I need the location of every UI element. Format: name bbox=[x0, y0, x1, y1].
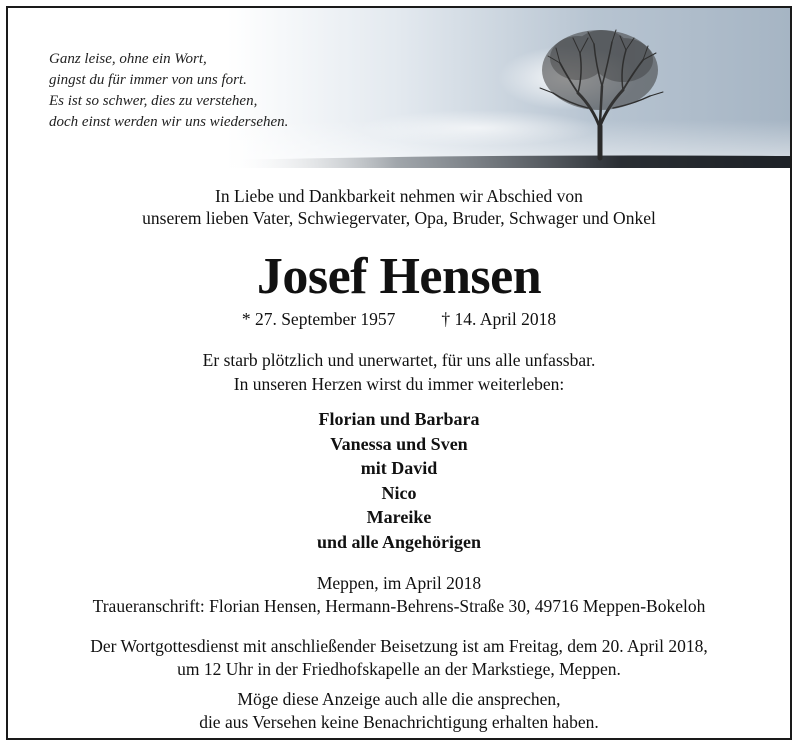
family-line: Mareike bbox=[366, 507, 432, 527]
closing-line: Möge diese Anzeige auch alle die ansprechen, bbox=[237, 689, 561, 709]
death-date: † 14. April 2018 bbox=[441, 309, 557, 329]
family-line: mit David bbox=[360, 458, 438, 478]
birth-date: * 27. September 1957 bbox=[241, 309, 396, 329]
life-dates bbox=[8, 308, 790, 330]
intro-line: unserem lieben Vater, Schwiegervater, Opa, Bruder, Schwager und Onkel bbox=[142, 208, 656, 228]
poem bbox=[49, 49, 288, 133]
intro-text bbox=[8, 185, 790, 229]
family-line: Vanessa und Sven bbox=[330, 433, 468, 454]
family-line: und alle Angehörigen bbox=[316, 531, 482, 552]
deceased-name: Josef Hensen bbox=[256, 248, 542, 305]
service-line: Der Wortgottesdienst mit anschließender Beisetzung ist am Freitag, dem 20. April 2018, bbox=[90, 636, 708, 656]
memorial-quote bbox=[8, 348, 790, 396]
closing-note bbox=[8, 688, 790, 734]
family-list bbox=[8, 407, 790, 554]
service-line: um 12 Uhr in der Friedhofskapelle an der Markstiege, Meppen. bbox=[177, 659, 621, 679]
place-date: Meppen, im April 2018 bbox=[316, 573, 482, 593]
family-line: Nico bbox=[381, 482, 417, 503]
funeral-service-info bbox=[8, 635, 790, 681]
quote-line: In unseren Herzen wirst du immer weiterleben: bbox=[233, 374, 565, 394]
obituary-notice bbox=[6, 6, 792, 740]
poem-line: Ganz leise, ohne ein Wort, bbox=[49, 51, 207, 67]
place-and-address bbox=[8, 572, 790, 618]
header-image bbox=[8, 8, 790, 168]
quote-line: Er starb plötzlich und unerwartet, für uns alle unfassbar. bbox=[202, 350, 596, 370]
family-line: Florian und Barbara bbox=[318, 409, 480, 429]
poem-line: doch einst werden wir uns wiedersehen. bbox=[49, 114, 289, 130]
intro-line: In Liebe und Dankbarkeit nehmen wir Abschied von bbox=[215, 186, 583, 206]
poem-line: Es ist so schwer, dies zu verstehen, bbox=[49, 93, 258, 109]
closing-line: die aus Versehen keine Benachrichtigung erhalten haben. bbox=[199, 712, 599, 732]
poem-line: gingst du für immer von uns fort. bbox=[49, 72, 247, 88]
mourning-address: Traueranschrift: Florian Hensen, Hermann-Behrens-Straße 30, 49716 Meppen-Bokeloh bbox=[92, 596, 706, 616]
